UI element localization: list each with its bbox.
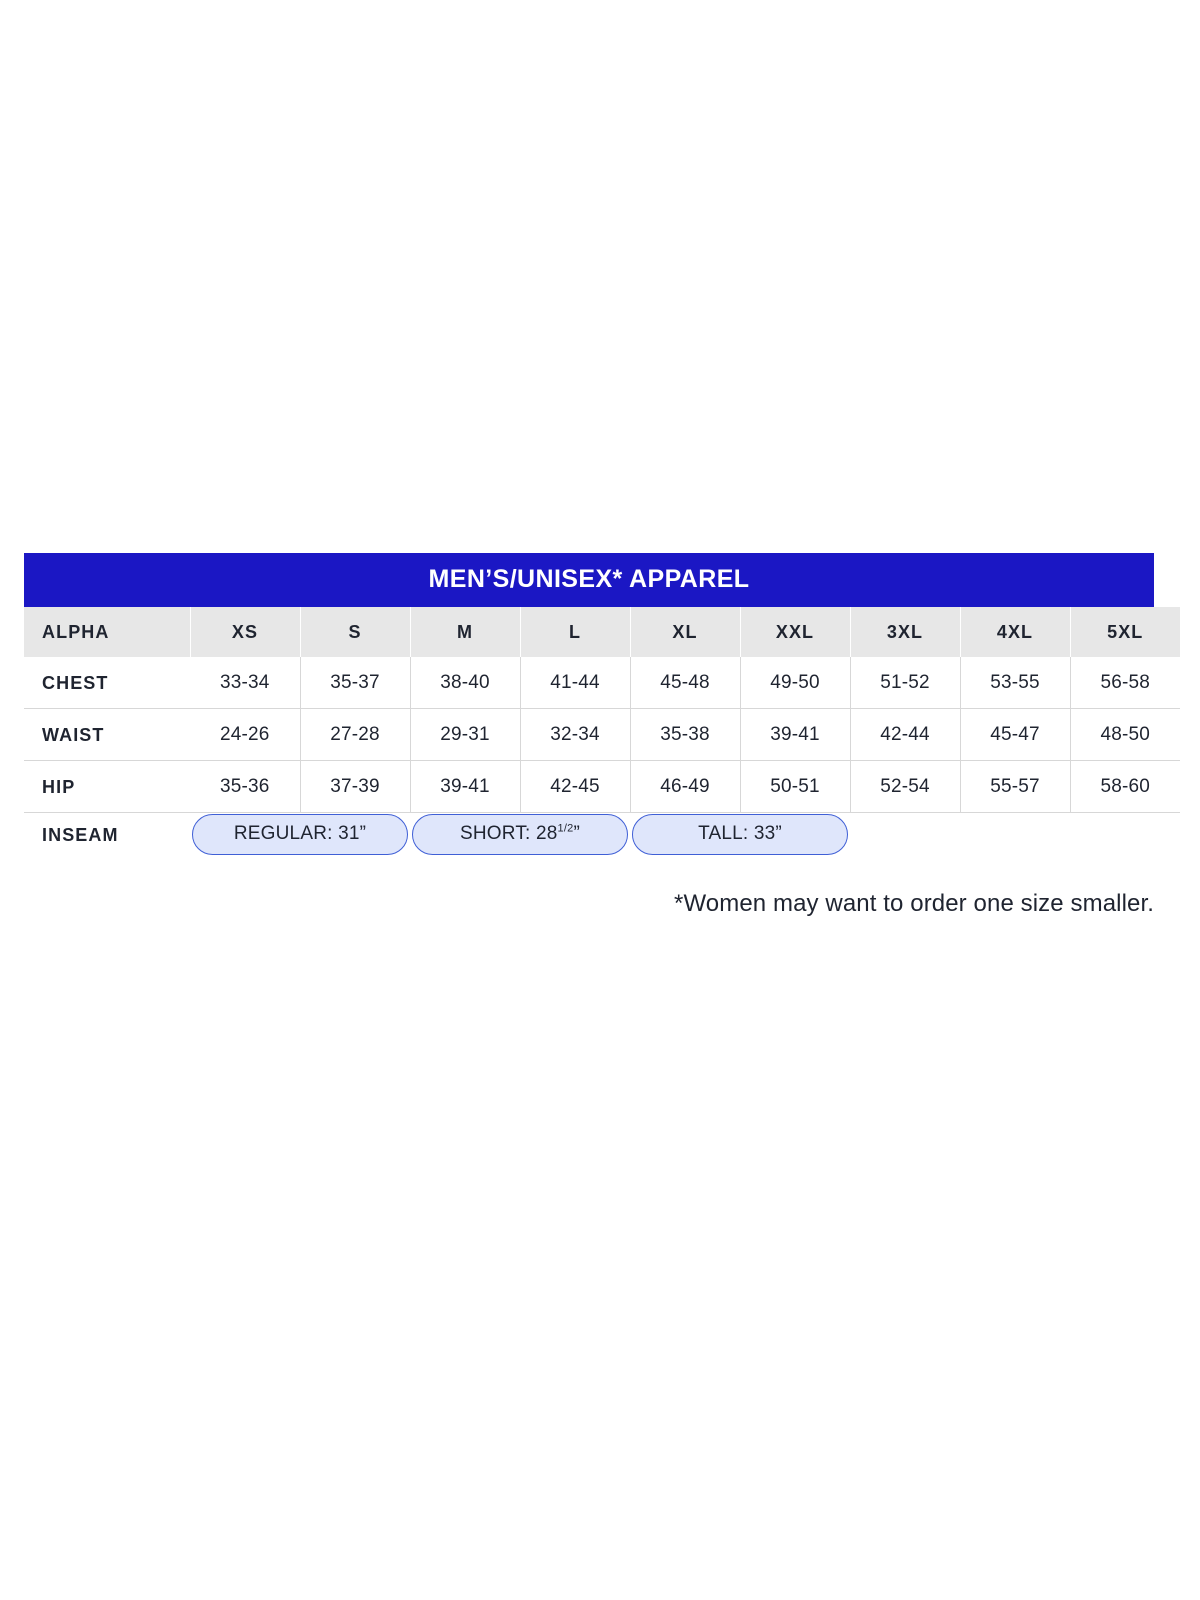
inseam-option-tall-cell: [630, 813, 850, 857]
cell-waist-5xl: 48-50: [1100, 724, 1151, 745]
cell-hip-3xl: 52-54: [850, 761, 960, 813]
row-label-chest: CHEST: [42, 672, 109, 693]
cell-hip-xxl: 50-51: [740, 761, 850, 813]
column-header-l: L: [520, 607, 630, 657]
cell-chest-4xl: 53-55: [960, 657, 1070, 709]
size-table: [24, 607, 1180, 856]
cell-chest-m: 38-40: [410, 657, 520, 709]
chart-header-title: MEN’S/UNISEX* APPAREL: [24, 553, 1154, 607]
column-header-m: M: [410, 607, 520, 657]
inseam-empty-cell: [850, 813, 1180, 857]
table-header-row: [24, 607, 1180, 657]
cell-hip-s: 37-39: [300, 761, 410, 813]
cell-hip-l: 42-45: [520, 761, 630, 813]
table-row-inseam: [24, 813, 1180, 857]
table-row-waist: [24, 709, 1180, 761]
cell-hip-xs: 35-36: [190, 761, 300, 813]
table-row-chest: [24, 657, 1180, 709]
inseam-option-regular[interactable]: REGULAR: 31”: [192, 814, 408, 856]
cell-chest-5xl: 56-58: [1100, 672, 1151, 693]
cell-waist-xl: 35-38: [630, 709, 740, 761]
cell-chest-xl: 45-48: [630, 657, 740, 709]
cell-chest-3xl: 51-52: [850, 657, 960, 709]
cell-chest-l: 41-44: [520, 657, 630, 709]
cell-chest-xxl: 49-50: [740, 657, 850, 709]
inseam-option-tall[interactable]: TALL: 33”: [632, 814, 848, 856]
table-row-hip: [24, 761, 1180, 813]
cell-hip-xl: 46-49: [630, 761, 740, 813]
cell-chest-s: 35-37: [300, 657, 410, 709]
column-header-xs: XS: [190, 607, 300, 657]
column-header-3xl: 3XL: [850, 607, 960, 657]
inseam-option-regular-cell: [190, 813, 410, 857]
column-header-xl: XL: [630, 607, 740, 657]
cell-hip-5xl: 58-60: [1100, 776, 1151, 797]
inseam-short-suffix: ”: [573, 822, 580, 844]
column-header-alpha: ALPHA: [24, 607, 190, 657]
inseam-option-short-cell: [410, 813, 630, 857]
row-label-inseam: INSEAM: [42, 825, 119, 845]
row-label-waist: WAIST: [42, 724, 105, 745]
cell-waist-m: 29-31: [410, 709, 520, 761]
cell-waist-l: 32-34: [520, 709, 630, 761]
cell-hip-m: 39-41: [410, 761, 520, 813]
size-chart: [24, 553, 1154, 856]
column-header-xxl: XXL: [740, 607, 850, 657]
inseam-option-short[interactable]: [412, 814, 628, 856]
footnote-text: *Women may want to order one size smaller.: [674, 890, 1154, 917]
inseam-short-prefix: SHORT: 28: [460, 822, 558, 844]
column-header-4xl: 4XL: [960, 607, 1070, 657]
column-header-s: S: [300, 607, 410, 657]
row-label-hip: HIP: [42, 776, 76, 797]
cell-waist-s: 27-28: [300, 709, 410, 761]
cell-waist-3xl: 42-44: [850, 709, 960, 761]
cell-hip-4xl: 55-57: [960, 761, 1070, 813]
cell-chest-xs: 33-34: [190, 657, 300, 709]
cell-waist-4xl: 45-47: [960, 709, 1070, 761]
cell-waist-xs: 24-26: [190, 709, 300, 761]
inseam-short-fraction: 1/2: [557, 822, 574, 835]
cell-waist-xxl: 39-41: [740, 709, 850, 761]
column-header-5xl: 5XL: [1107, 622, 1144, 642]
